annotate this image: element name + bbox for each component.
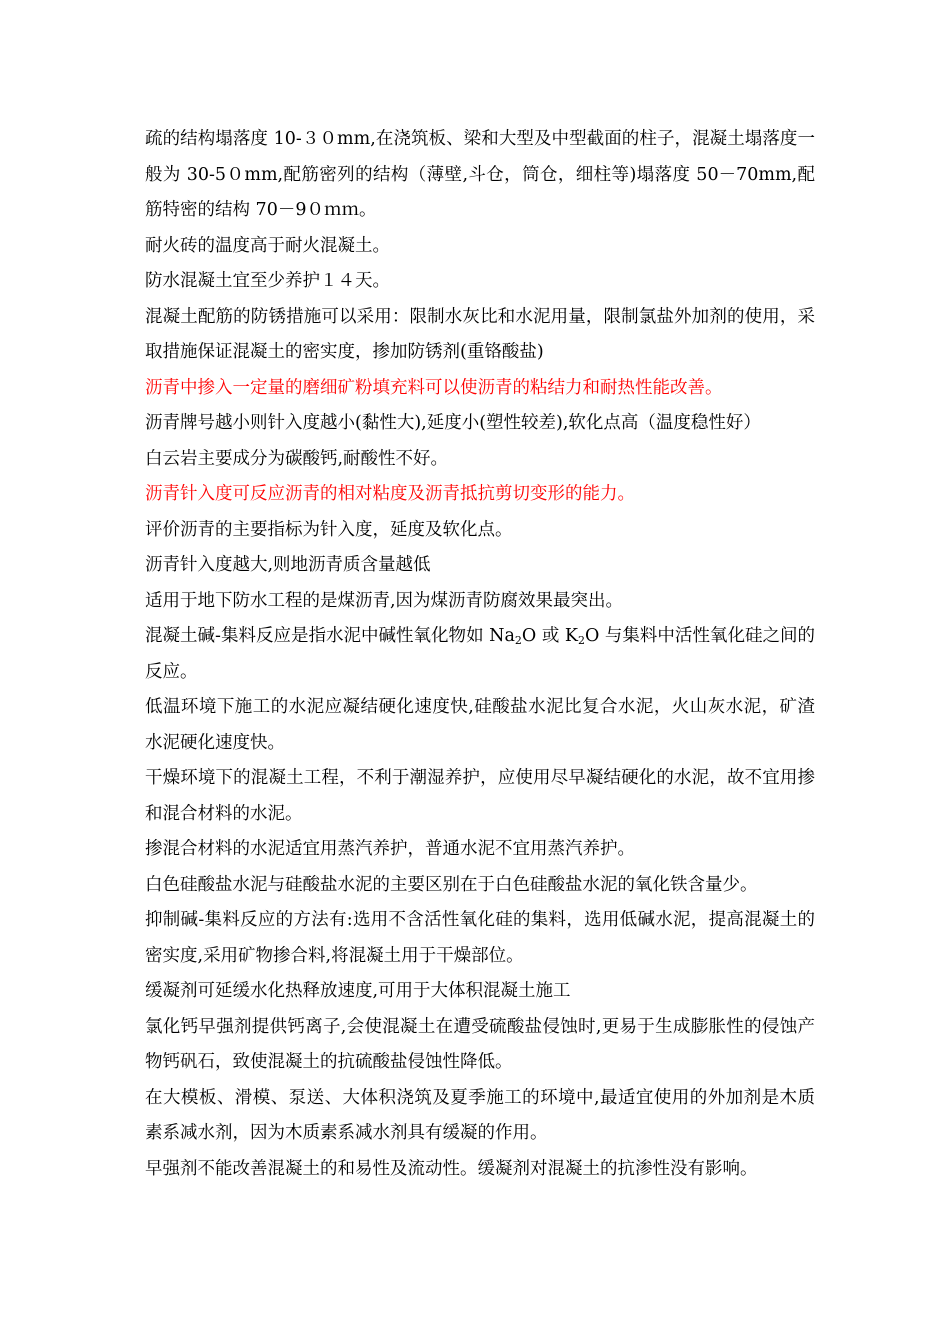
paragraph-asphalt-grade: 沥青牌号越小则针入度越小(黏性大),延度小(塑性较差),软化点高（温度稳性好）	[145, 413, 761, 433]
paragraph-dolomite: 白云岩主要成分为碳酸钙,耐酸性不好。	[145, 448, 449, 469]
paragraph-low-temperature-cement: 低温环境下施工的水泥应凝结硬化速度快,硅酸盐水泥比复合水泥，火山灰水泥，矿渣水泥硬化速度快。	[145, 697, 815, 753]
paragraph-waterproof-curing: 防水混凝土宜至少养护１４天。	[145, 271, 390, 291]
paragraph-white-cement: 白色硅酸盐水泥与硅酸盐水泥的主要区别在于白色硅酸盐水泥的氧化铁含量少。	[145, 874, 758, 895]
paragraph-asphalt-penetration-viscosity: 沥青针入度可反应沥青的相对粘度及沥青抵抗剪切变形的能力。	[145, 484, 635, 504]
paragraph-coal-tar: 适用于地下防水工程的是煤沥青,因为煤沥青防腐效果最突出。	[145, 590, 624, 611]
document-body	[145, 122, 815, 1187]
paragraph-early-strength-agent: 早强剂不能改善混凝土的和易性及流动性。缓凝剂对混凝土的抗渗性没有影响。	[145, 1158, 758, 1179]
paragraph-asphalt-mineral-filler: 沥青中掺入一定量的磨细矿粉填充料可以使沥青的粘结力和耐热性能改善。	[145, 377, 723, 398]
paragraph-refractory-brick: 耐火砖的温度高于耐火混凝土。	[145, 235, 390, 256]
paragraph-rust-prevention: 混凝土配筋的防锈措施可以采用：限制水灰比和水泥用量，限制氯盐外加剂的使用，采取措施保证混凝土的密实度，掺加防锈剂(重铬酸盐)	[145, 306, 815, 362]
paragraph-alkali-aggregate-reaction: 混凝土碱-集料反应是指水泥中碱性氧化物如 $Na_2O$ 或 $K_2O$ 与集料中活性氧化硅之间的反应。	[145, 626, 815, 682]
paragraph-asphalt-penetration-content: 沥青针入度越大,则地沥青质含量越低	[145, 555, 431, 575]
paragraph-dry-environment: 干燥环境下的混凝土工程，不利于潮湿养护，应使用尽早凝结硬化的水泥，故不宜用掺和混合材料的水泥。	[145, 768, 815, 824]
paragraph-lignin-water-reducer: 在大模板、滑模、泵送、大体积浇筑及夏季施工的环境中,最适宜使用的外加剂是木质素系减水剂，因为木质素系减水剂具有缓凝的作用。	[145, 1087, 815, 1143]
paragraph-suppress-alkali-reaction: 抑制碱-集料反应的方法有:选用不含活性氧化硅的集料，选用低碱水泥，提高混凝土的密实度,采用矿物掺合料,将混凝土用于干燥部位。	[145, 910, 815, 966]
paragraph-steam-curing: 掺混合材料的水泥适宜用蒸汽养护，普通水泥不宜用蒸汽养护。	[145, 839, 635, 859]
paragraph-calcium-chloride: 氯化钙早强剂提供钙离子,会使混凝土在遭受硫酸盐侵蚀时,更易于生成膨胀性的侵蚀产物钙矾石，致使混凝土的抗硫酸盐侵蚀性降低。	[145, 1016, 815, 1072]
paragraph-slump-values: 疏的结构塌落度 10-３０mm,在浇筑板、梁和大型及中型截面的柱子，混凝土塌落度一般为 30-5０mm,配筋密列的结构（薄壁,斗仓，筒仓，细柱等)塌落度 50－70mm,配筋特密的结构 70－9０ｍｍ。	[145, 129, 815, 220]
paragraph-retarder-heat: 缓凝剂可延缓水化热释放速度,可用于大体积混凝土施工	[145, 981, 571, 1001]
paragraph-asphalt-indicators: 评价沥青的主要指标为针入度，延度及软化点。	[145, 519, 513, 540]
